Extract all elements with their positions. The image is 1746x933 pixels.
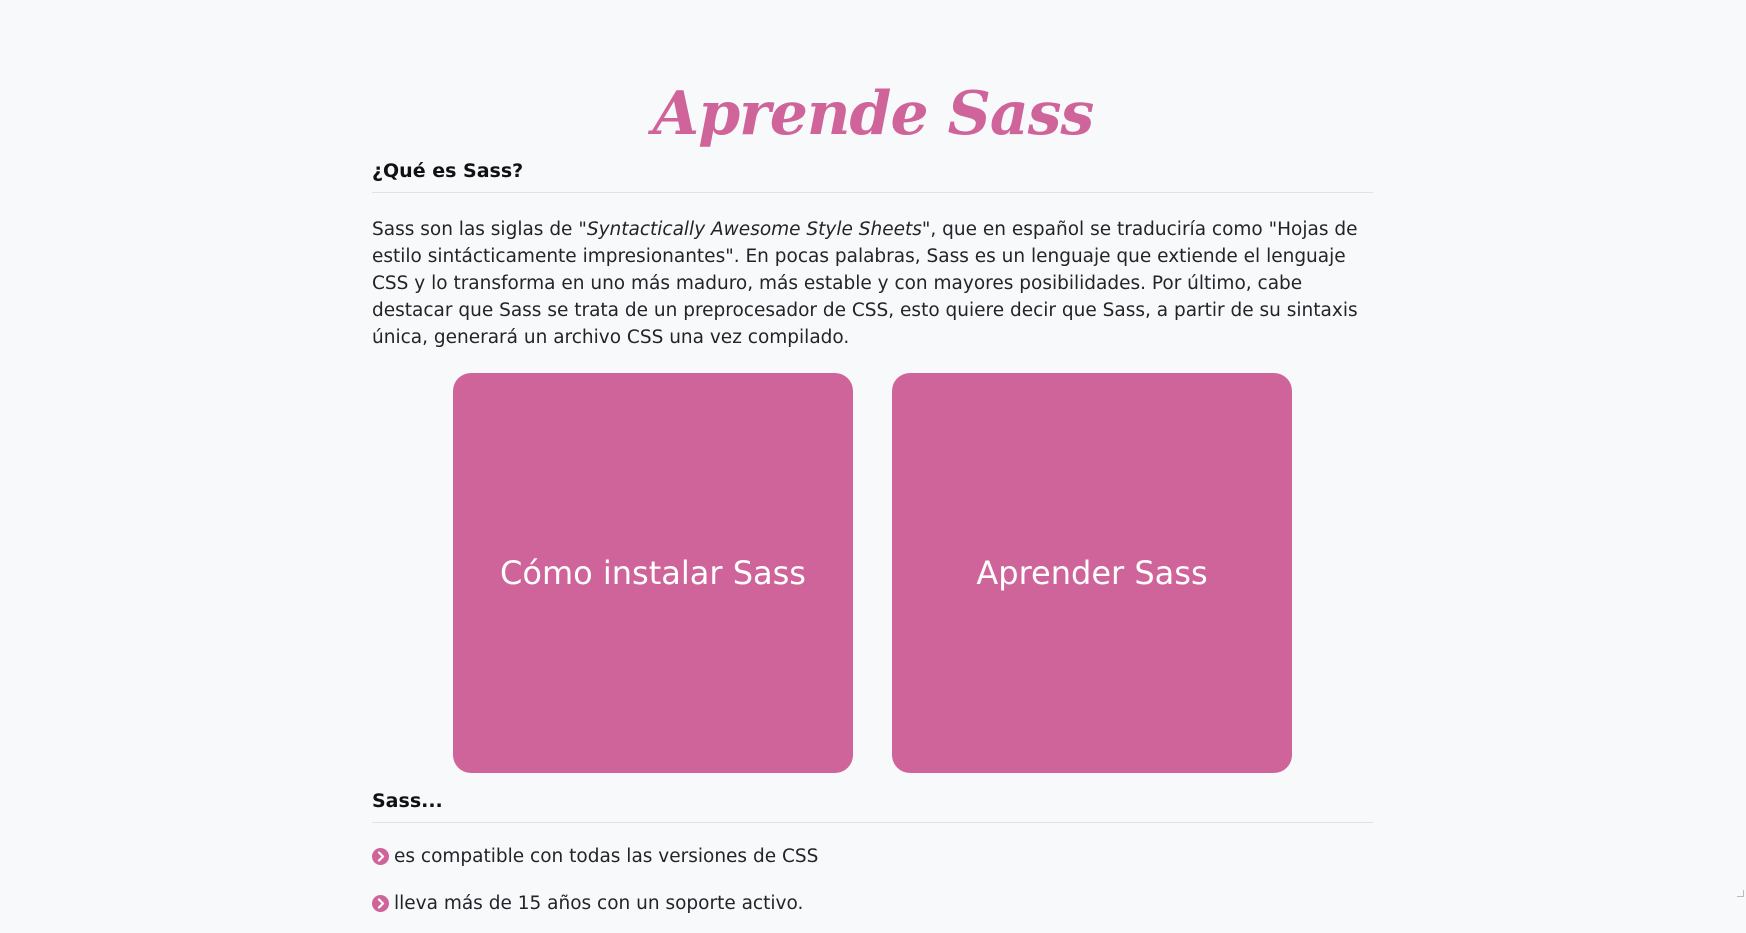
intro-text-start: Sass son las siglas de	[372, 219, 579, 240]
features-list	[372, 843, 1373, 917]
chevron-circle-right-icon	[372, 848, 389, 865]
feature-text: lleva más de 15 años con un soporte activo.	[394, 893, 804, 914]
resize-grip-icon	[1737, 890, 1744, 897]
list-item	[372, 843, 1373, 870]
learn-sass-card[interactable]	[892, 373, 1292, 773]
cards-grid	[453, 373, 1293, 773]
install-sass-card[interactable]	[453, 373, 853, 773]
intro-text-end: , que en español se traduciría como "Hojas de estilo sintácticamente impresionantes". En pocas palabras, Sass es un lenguaje que extiende el lenguaje CSS y lo transforma en uno más maduro, más estable y con mayores posibilidades. Por último, cabe destacar que Sass se trata de un preprocesador de CSS, esto quiere decir que Sass, a partir de su sintaxis única, generará un archivo CSS una vez compilado.	[372, 219, 1358, 348]
list-item	[372, 890, 1373, 917]
main-content	[372, 160, 1373, 914]
features-heading: Sass...	[372, 790, 1373, 823]
install-sass-card-label: Cómo instalar Sass	[500, 554, 806, 592]
features-section	[372, 790, 1373, 933]
intro-paragraph	[372, 216, 1373, 351]
feature-text: es compatible con todas las versiones de CSS	[394, 846, 819, 867]
intro-text-italic: "Syntactically Awesome Style Sheets"	[578, 219, 931, 240]
learn-sass-card-label: Aprender Sass	[976, 554, 1208, 592]
intro-heading: ¿Qué es Sass?	[372, 160, 1373, 193]
chevron-circle-right-icon	[372, 895, 389, 912]
page-title: Aprende Sass	[652, 79, 1094, 150]
